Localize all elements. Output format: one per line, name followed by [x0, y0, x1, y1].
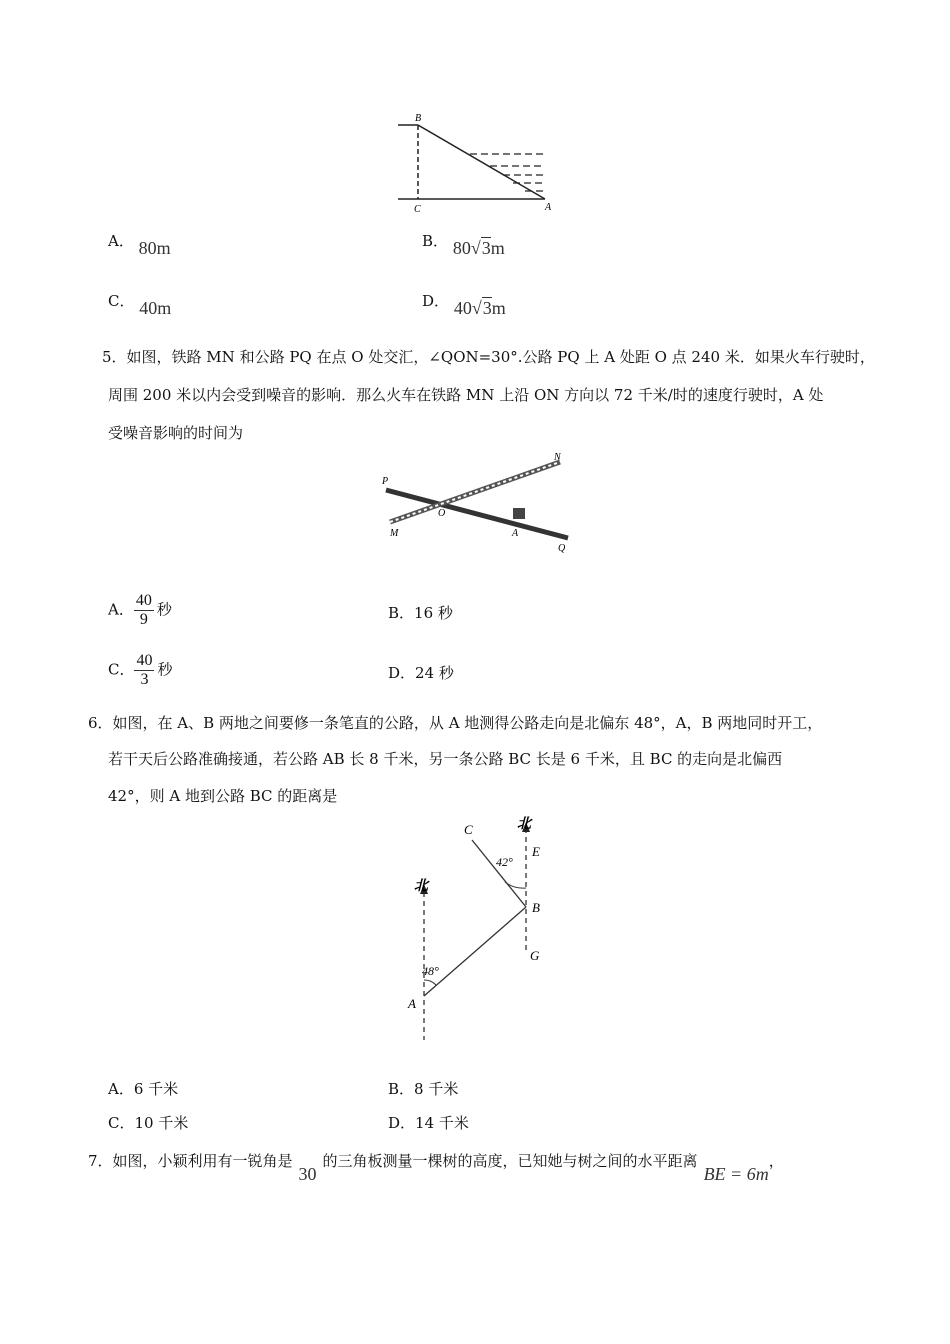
q5-line-3: 受噪音影响的时间为	[108, 424, 244, 442]
option-letter: C．	[108, 660, 135, 679]
option-value: 24 秒	[415, 664, 454, 682]
q5-label-p: P	[382, 476, 389, 487]
q5-label-q: Q	[558, 543, 566, 554]
q6-label-c: C	[464, 822, 473, 837]
q5-label-a: A	[512, 528, 519, 539]
denominator: 3	[140, 671, 149, 688]
q4-option-b[interactable]: B． 80√3m	[422, 232, 505, 258]
unit: m	[491, 298, 506, 318]
q4-option-d[interactable]: D． 40√3m	[422, 292, 506, 318]
option-value: 8 千米	[414, 1080, 459, 1098]
q5-line-1: 5．如图，铁路 MN 和公路 PQ 在点 O 处交汇，∠QON=30°.公路 PQ 上 A 处距 O 点 240 米．如果火车行驶时，	[102, 348, 875, 366]
q6-line-2: 若干天后公路准确接通，若公路 AB 长 8 千米，另一条公路 BC 长是 6 千米，且 BC 的走向是北偏西	[108, 750, 783, 768]
radicand: 3	[481, 238, 491, 258]
q7-line-1	[88, 1150, 784, 1184]
q6-label-a: A	[408, 996, 416, 1011]
option-letter: A．	[108, 232, 134, 250]
option-value: 40	[453, 298, 472, 318]
q5-label-m: M	[390, 528, 399, 539]
q7-angle-value: 30	[298, 1164, 317, 1184]
option-value: 80m	[138, 238, 171, 258]
q6-option-b[interactable]	[388, 1078, 458, 1099]
q6-label-e: E	[532, 844, 540, 859]
unit: m	[490, 238, 505, 258]
q7-formula: BE = 6m	[703, 1164, 769, 1184]
unit: 秒	[156, 600, 172, 619]
q7-tail: ，	[768, 1152, 784, 1170]
numerator: 40	[136, 652, 153, 669]
option-letter: B．	[388, 1080, 415, 1098]
denominator: 9	[139, 611, 148, 628]
option-value: 40m	[139, 298, 172, 318]
option-letter: D．	[388, 664, 416, 682]
option-letter: B．	[388, 604, 415, 622]
fraction	[134, 592, 154, 629]
q6-option-d[interactable]	[388, 1112, 469, 1133]
q4-figure-slope-diagram	[395, 108, 560, 218]
q6-label-angle-48: 48°	[422, 964, 439, 978]
q4-option-c[interactable]	[108, 290, 172, 318]
q5-option-b[interactable]	[388, 602, 453, 623]
q6-option-c[interactable]	[108, 1112, 188, 1133]
q6-line-1: 6．如图，在 A、B 两地之间要修一条笔直的公路，从 A 地测得公路走向是北偏东 48°，A，B 两地同时开工，	[88, 714, 823, 732]
q6-label-north-b: 北	[517, 817, 531, 832]
option-value: 80	[452, 238, 471, 258]
option-value: 14 千米	[415, 1114, 469, 1132]
q6-label-angle-42: 42°	[496, 855, 513, 869]
q6-option-a[interactable]	[108, 1078, 178, 1099]
option-letter: B．	[422, 232, 449, 250]
q4-label-a: A	[545, 202, 552, 213]
option-letter: C．	[108, 1114, 135, 1132]
option-value: 10 千米	[134, 1114, 189, 1132]
q5-option-c[interactable]	[108, 652, 173, 689]
option-letter: C．	[108, 292, 135, 310]
q4-option-a[interactable]	[108, 230, 171, 258]
option-letter: A．	[108, 600, 134, 619]
q4-label-c: C	[414, 204, 421, 215]
q7-text-b: 的三角板测量一棵树的高度，已知她与树之间的水平距离	[322, 1152, 698, 1170]
q5-option-d[interactable]	[388, 662, 454, 683]
q6-label-north-a: 北	[414, 879, 428, 894]
q5-figure-railway-diagram	[378, 448, 578, 558]
q5-label-n: N	[554, 452, 561, 463]
q7-text-a: 7．如图，小颖利用有一锐角是	[88, 1152, 293, 1170]
radicand: 3	[482, 298, 492, 318]
fraction	[134, 652, 154, 689]
option-value: 16 秒	[414, 604, 453, 622]
q4-label-b: B	[415, 113, 422, 124]
option-letter: D．	[388, 1114, 416, 1132]
option-letter: A．	[108, 1080, 134, 1098]
option-letter: D．	[422, 292, 450, 310]
q6-figure-bearing-diagram	[400, 812, 560, 1052]
q5-label-o: O	[438, 508, 446, 519]
q6-label-g: G	[530, 948, 540, 963]
q6-label-b: B	[532, 900, 540, 915]
q6-line-3: 42°，则 A 地到公路 BC 的距离是	[108, 787, 338, 805]
numerator: 40	[135, 592, 152, 609]
unit: 秒	[157, 660, 173, 679]
q5-option-a[interactable]	[108, 592, 172, 629]
q5-line-2: 周围 200 米以内会受到噪音的影响．那么火车在铁路 MN 上沿 ON 方向以 72 千米/时的速度行驶时，A 处	[108, 386, 824, 404]
option-value: 6 千米	[133, 1080, 179, 1098]
